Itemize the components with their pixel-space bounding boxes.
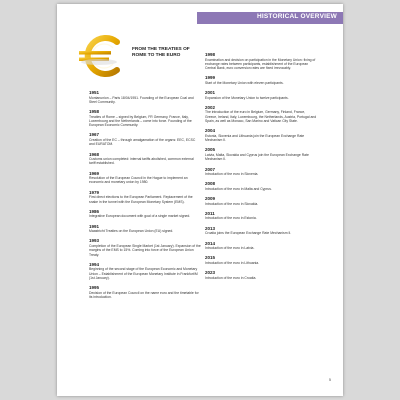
timeline-text: Customs union completed: internal tariffs abolished, common external tariff established.: [89, 157, 194, 166]
timeline-entry: [89, 132, 201, 146]
timeline-year: 2002: [205, 104, 216, 110]
timeline-text: Introduction of the euro in Lithuania.: [205, 260, 260, 265]
timeline-entry: [205, 52, 317, 70]
timeline-year: 2008: [205, 181, 216, 187]
timeline-entry: [89, 262, 201, 280]
timeline-year: 2013: [205, 225, 216, 231]
timeline-text: Start of the Monetary Union with eleven participants.: [205, 80, 284, 85]
timeline-year: 2011: [205, 210, 215, 216]
timeline-year: 2014: [205, 240, 216, 246]
timeline-entry: [89, 224, 201, 234]
timeline-text: Latvia, Malta, Slovakia and Cyprus join the European Exchange Rate Mechanism II.: [205, 152, 309, 162]
timeline-text: Resolution of the European Council in the Hague to implement an economic and monetary union by 1980.: [89, 176, 188, 185]
document-page: [57, 4, 343, 396]
timeline-year: 1991: [89, 223, 100, 229]
timeline-left-column: [89, 90, 201, 304]
timeline-text: Creation of the EC – through amalgamation of the organs: EEC, ECSC and EURATOM.: [89, 137, 196, 147]
timeline-entry: [205, 255, 317, 265]
timeline-year: 1999: [205, 75, 216, 81]
page-number: 5: [329, 378, 331, 382]
timeline-year: 2023: [205, 270, 216, 276]
timeline-text: Maastricht Treaties on the European Union (EU) signed.: [89, 229, 174, 234]
timeline-text: Expansion of the Monetary Union to twelve participants.: [205, 95, 289, 100]
timeline-entry: [205, 270, 317, 280]
timeline-entry: [205, 75, 317, 85]
euro-symbol-icon: [77, 32, 125, 80]
timeline-entry: [205, 211, 317, 221]
timeline-entry: [205, 128, 317, 142]
timeline-year: 2004: [205, 128, 216, 134]
timeline-year: 1958: [89, 109, 100, 115]
timeline-year: 1995: [89, 285, 100, 291]
timeline-entry: [89, 238, 201, 256]
timeline-year: 1994: [89, 261, 100, 267]
timeline-text: First direct elections to the European Parliament. Replacement of the snake in the tunnel with the European Monetary System (EMS).: [89, 195, 193, 204]
header-title: HISTORICAL OVERVIEW: [256, 13, 337, 20]
timeline-entry: [89, 190, 201, 204]
timeline-text: Introduction of the euro in Slovenia.: [205, 172, 259, 177]
timeline-text: Beginning of the second stage of the European Economic and Monetary Union – Establishment of the European Monetary Institute in Frankfurt/M (1st January).: [89, 267, 198, 280]
timeline-year: 1969: [89, 170, 100, 176]
timeline-entry: [205, 226, 317, 236]
timeline-text: Introduction of the euro in Slovakia.: [205, 201, 259, 206]
timeline-text: Decision of the European Council on the name euro and the timetable for its introduction.: [89, 290, 199, 300]
timeline-year: 1998: [205, 52, 216, 57]
timeline-year: 2001: [205, 90, 216, 96]
timeline-entry: [205, 241, 317, 251]
timeline-entry: [89, 285, 201, 299]
timeline-entry: [205, 196, 317, 206]
timeline-entry: [205, 181, 317, 191]
intro-title: FROM THE TREATIES OF ROME TO THE EURO: [132, 47, 190, 58]
timeline-text: Integrative European document with goal of a single market signed.: [89, 214, 191, 219]
timeline-entry: [205, 167, 317, 177]
timeline-text: Introduction of the euro in Malta and Cyprus.: [205, 186, 272, 191]
timeline-entry: [89, 109, 201, 127]
timeline-entry: [89, 171, 201, 185]
timeline-year: 2007: [205, 166, 216, 172]
timeline-entry: [205, 105, 317, 123]
timeline-text: Estonia, Slovenia and Lithuania join the European Exchange Rate Mechanism II.: [205, 133, 305, 143]
timeline-year: 2015: [205, 255, 216, 261]
timeline-text: Montanunion – Paris 18/04/1951. Founding of the European Coal and Steel Community.: [89, 95, 194, 104]
timeline-text: Croatia joins the European Exchange Rate Mechanism II.: [205, 231, 292, 236]
timeline-text: Introduction of the euro in Croatia.: [205, 275, 257, 280]
timeline-year: 2009: [205, 196, 216, 202]
timeline-right-column: [205, 52, 317, 285]
timeline-entry: [205, 90, 317, 100]
timeline-text: Examination and decision on participation in the Monetary Union: fixing of exchange rates between participants, establishment of the European Central Bank, euro conversion rates are fixed irrevocably.: [205, 57, 316, 71]
timeline-year: 1951: [89, 90, 100, 95]
timeline-year: 1993: [89, 238, 100, 244]
timeline-year: 2005: [205, 147, 216, 153]
header-bar: [197, 12, 343, 24]
timeline-text: Treaties of Rome – signed by Belgium, FR Germany, France, Italy, Luxembourg and the Netherlands – come into force. Founding of the European Economic Community.: [89, 114, 192, 128]
timeline-entry: [205, 147, 317, 161]
timeline-entry: [89, 152, 201, 166]
timeline-year: 1986: [89, 208, 100, 214]
timeline-year: 1968: [89, 151, 100, 157]
timeline-entry: [89, 90, 201, 104]
timeline-text: Introduction of the euro in Latvia.: [205, 246, 255, 251]
timeline-entry: [89, 209, 201, 219]
timeline-text: The introduction of the euro in Belgium, Germany, Finland, France, Greece, Ireland, Italy, Luxembourg, the Netherlands, Austria, Portugal and Spain, as well as Monaco, San Marino and Vatican City State.: [205, 110, 317, 124]
timeline-text: Introduction of the euro in Estonia.: [205, 216, 257, 221]
timeline-text: Completion of the European Single Market (1st January). Expansion of the margins of the EMS to 15%. Coming into force of the European Union Treaty.: [89, 243, 201, 257]
timeline-year: 1979: [89, 189, 100, 195]
timeline-year: 1967: [89, 132, 100, 138]
